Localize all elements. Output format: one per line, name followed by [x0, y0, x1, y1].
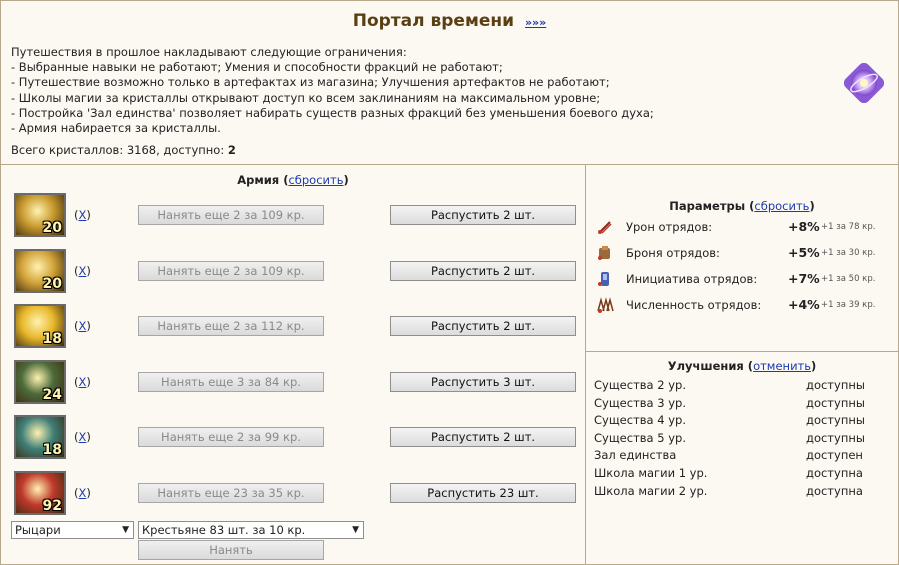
remove-unit-label: X	[78, 208, 87, 222]
title-more-link[interactable]: »»»	[524, 16, 547, 29]
upgrade-row	[594, 431, 894, 447]
upgrade-name: Существа 2 ур.	[594, 378, 686, 392]
parameters-reset-link[interactable]: сбросить	[754, 199, 810, 213]
hire-more-button[interactable]: Нанять еще 2 за 112 кр.	[138, 316, 324, 336]
remove-unit-link[interactable]: (X)	[74, 208, 91, 222]
upgrade-status: доступны	[806, 413, 865, 428]
army-unit-row	[14, 304, 584, 350]
parameter-value: +4%	[788, 297, 820, 312]
parameter-name: Инициатива отрядов:	[626, 272, 758, 286]
crystals-available: 2	[227, 143, 236, 157]
dismiss-button[interactable]: Распустить 2 шт.	[390, 261, 576, 281]
unit-portrait[interactable]	[14, 249, 66, 293]
parameter-value: +5%	[788, 245, 820, 260]
faction-select-value: Рыцари	[15, 523, 61, 537]
dismiss-button[interactable]: Распустить 2 шт.	[390, 205, 576, 225]
remove-unit-link[interactable]: (X)	[74, 319, 91, 333]
parameter-row	[596, 296, 886, 314]
unit-count: 18	[42, 442, 62, 458]
parameter-row	[596, 218, 886, 236]
parameters-title: Параметры (сбросить)	[669, 199, 815, 213]
parameter-name: Численность отрядов:	[626, 298, 762, 312]
faction-select[interactable]	[11, 521, 134, 539]
upgrade-status: доступны	[806, 395, 865, 410]
upgrade-row	[594, 413, 894, 429]
upgrades-title: Улучшения (отменить)	[667, 359, 817, 373]
dismiss-button[interactable]: Распустить 2 шт.	[390, 427, 576, 447]
restriction-line: - Выбранные навыки не работают; Умения и способности фракций не работают;	[11, 60, 503, 75]
unit-portrait[interactable]	[14, 304, 66, 348]
upgrade-status: доступна	[806, 483, 863, 498]
parameters-title-text: Параметры	[669, 199, 746, 213]
restriction-line: - Армия набирается за кристаллы.	[11, 121, 221, 136]
chevron-down-icon: ▼	[352, 525, 359, 535]
remove-unit-label: X	[78, 319, 87, 333]
remove-unit-link[interactable]: (X)	[74, 485, 91, 500]
crystals-info	[11, 143, 236, 157]
upgrade-row	[594, 396, 894, 412]
hire-more-button[interactable]: Нанять еще 2 за 109 кр.	[138, 261, 324, 281]
remove-unit-link[interactable]: (X)	[74, 430, 91, 444]
remove-unit-label: X	[78, 263, 87, 278]
army-unit-row	[14, 193, 584, 239]
hire-more-button[interactable]: Нанять еще 3 за 84 кр.	[138, 372, 324, 392]
unit-count: 20	[42, 220, 62, 236]
upgrade-row	[594, 448, 894, 464]
parameter-upgrade-cost[interactable]: +1 за 39 кр.	[821, 300, 876, 310]
upgrade-status: доступны	[806, 378, 865, 392]
army-unit-row	[14, 471, 584, 517]
army-panel	[1, 165, 586, 565]
unit-portrait[interactable]	[14, 415, 66, 459]
army-unit-row	[14, 249, 584, 295]
unit-portrait[interactable]	[14, 471, 66, 515]
parameter-upgrade-cost[interactable]: +1 за 50 кр.	[821, 274, 876, 284]
title-text: Портал времени	[352, 11, 515, 31]
portal-header	[1, 1, 898, 165]
parameter-value: +7%	[788, 271, 820, 286]
upgrade-name: Существа 3 ур.	[594, 395, 686, 410]
restriction-line: - Постройка 'Зал единства' позволяет набирать существ разных фракций без уменьшения боевого духа;	[11, 105, 654, 120]
upgrade-name: Школа магии 2 ур.	[594, 483, 708, 498]
hire-button[interactable]: Нанять	[138, 540, 324, 560]
parameter-name: Урон отрядов:	[626, 220, 713, 234]
upgrade-status: доступны	[806, 430, 865, 445]
unit-count: 92	[42, 497, 62, 514]
upgrades-panel	[586, 352, 898, 564]
upgrades-cancel-link[interactable]: отменить	[753, 359, 812, 373]
sword-damage-icon	[596, 218, 614, 236]
armor-icon	[596, 244, 614, 262]
troops-icon	[596, 296, 614, 314]
parameter-upgrade-cost[interactable]: +1 за 30 кр.	[821, 248, 876, 258]
upgrade-status: доступен	[806, 448, 863, 463]
unit-portrait[interactable]	[14, 193, 66, 237]
upgrade-row	[594, 484, 894, 500]
hire-more-button[interactable]: Нанять еще 2 за 99 кр.	[138, 427, 324, 447]
restrictions-text	[11, 45, 831, 136]
remove-unit-label: X	[78, 374, 87, 389]
dismiss-button[interactable]: Распустить 23 шт.	[390, 483, 576, 503]
restriction-line: - Школы магии за кристаллы открывают доступ ко всем заклинаниям на максимальном уровне;	[11, 90, 601, 105]
upgrade-row	[594, 378, 894, 394]
army-title-text: Армия	[237, 173, 280, 187]
parameters-panel	[586, 165, 898, 352]
remove-unit-link[interactable]: (X)	[74, 263, 91, 278]
army-unit-row	[14, 415, 584, 461]
remove-unit-label: X	[78, 430, 87, 444]
upgrade-name: Существа 4 ур.	[594, 413, 686, 428]
time-portal-icon	[844, 63, 884, 103]
upgrades-title-text: Улучшения	[667, 359, 744, 373]
unit-count: 18	[42, 331, 62, 347]
remove-unit-link[interactable]: (X)	[74, 374, 91, 389]
army-reset-link[interactable]: сбросить	[288, 173, 344, 187]
hire-more-button[interactable]: Нанять еще 2 за 109 кр.	[138, 205, 324, 225]
remove-unit-label: X	[78, 485, 87, 500]
upgrade-name: Школа магии 1 ур.	[594, 466, 708, 480]
restriction-line: - Путешествие возможно только в артефактах из магазина; Улучшения артефактов не работают;	[11, 75, 610, 90]
crystals-text: Всего кристаллов: 3168, доступно:	[11, 143, 228, 157]
parameter-upgrade-cost[interactable]: +1 за 78 кр.	[821, 222, 876, 232]
restriction-line: Путешествия в прошлое накладывают следующие ограничения:	[11, 45, 407, 59]
dismiss-button[interactable]: Распустить 3 шт.	[390, 372, 576, 392]
chevron-down-icon: ▼	[122, 525, 129, 535]
upgrade-name: Зал единства	[594, 448, 677, 463]
upgrade-name: Существа 5 ур.	[594, 430, 686, 445]
parameter-row	[596, 270, 886, 288]
parameter-value: +8%	[788, 219, 820, 234]
unit-select[interactable]	[138, 521, 364, 539]
hire-more-button[interactable]: Нанять еще 23 за 35 кр.	[138, 483, 324, 503]
upgrade-status: доступна	[806, 466, 863, 480]
page-title	[1, 11, 898, 31]
upgrade-row	[594, 466, 894, 482]
unit-count: 24	[42, 386, 62, 403]
unit-portrait[interactable]	[14, 360, 66, 404]
parameter-row	[596, 244, 886, 262]
army-unit-row	[14, 360, 584, 406]
initiative-icon	[596, 270, 614, 288]
unit-select-value: Крестьяне 83 шт. за 10 кр.	[142, 523, 306, 537]
army-title: Армия (сбросить)	[237, 173, 349, 187]
dismiss-button[interactable]: Распустить 2 шт.	[390, 316, 576, 336]
parameter-name: Броня отрядов:	[626, 246, 720, 260]
unit-count: 20	[42, 275, 62, 292]
